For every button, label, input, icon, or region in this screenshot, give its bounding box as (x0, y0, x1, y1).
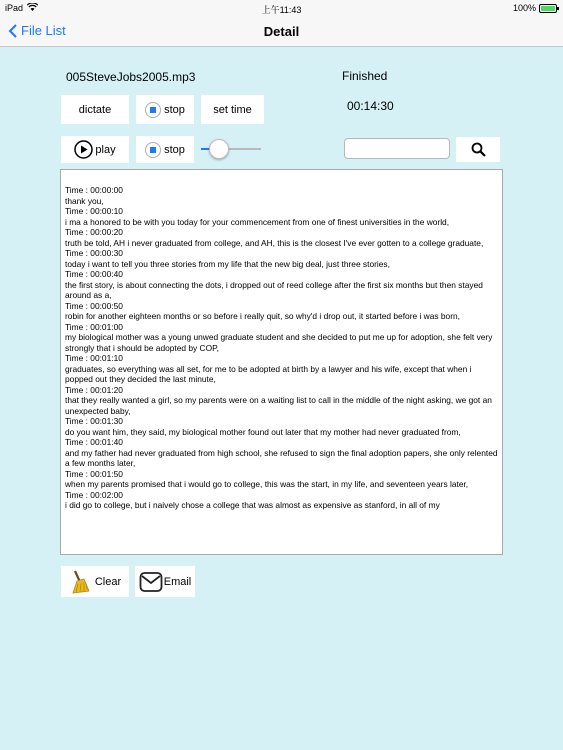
envelope-icon (139, 571, 163, 593)
search-icon (471, 142, 486, 157)
play-button-label: play (95, 143, 116, 156)
transcript-line: the first story, is about connecting the dots, i dropped out of reed college after the first six months but then stayed around as a, (65, 279, 483, 300)
transcript-line: i did go to college, but i naively chose a college that was almost as expensive as stanford, in all of my (65, 500, 440, 510)
transcript-line: Time : 00:01:10 (65, 353, 123, 363)
transcript-line: today i want to tell you three stories from my life that the new big deal, just three stories, (65, 258, 390, 269)
transcript-line: robin for another eighteen months or so before i really quit, so why'd i drop out, it started before i was born, (65, 311, 460, 321)
transcript-line: when my parents promised that i would go to college, this was the start, in my life, and seventeen years later, (65, 479, 469, 489)
transcript-line: truth be told, AH i never graduated from college, and AH, this is the closest I've ever gotten to a college graduate, (65, 237, 484, 248)
status-bar (0, 0, 563, 16)
device-name: iPad (5, 3, 24, 13)
transcript-line: Time : 00:01:30 (65, 416, 123, 426)
transcript-text-area[interactable] (60, 169, 503, 555)
transcript-line: and my father had never graduated from high school, she refused to sign the final adoption papers, she only relented a few months later, (65, 447, 498, 468)
transcript-line: i ma a honored to be with you today for your commencement from one of finest universities in the world, (65, 216, 450, 227)
email-button-label: Email (163, 575, 192, 588)
play-button[interactable] (61, 136, 129, 163)
transcript-line: Time : 00:00:10 (65, 206, 123, 216)
stop-play-button[interactable] (136, 136, 194, 163)
transcript-line: Time : 00:02:00 (65, 489, 123, 500)
battery-icon (539, 4, 557, 13)
stop-record-button[interactable] (136, 95, 194, 124)
transcript-line: Time : 00:01:20 (65, 384, 123, 395)
transcript-line: Time : 00:01:50 (65, 468, 123, 479)
search-button[interactable] (456, 137, 500, 162)
file-name: 005SteveJobs2005.mp3 (66, 70, 196, 84)
stop-icon (145, 102, 161, 118)
slider-thumb[interactable] (209, 139, 229, 159)
transcript-line: Time : 00:00:00 (65, 185, 123, 195)
transcription-status: Finished (342, 69, 388, 83)
transcript-line: Time : 00:00:40 (65, 269, 123, 279)
transcript-line: thank you, (65, 195, 104, 206)
search-input[interactable] (344, 138, 450, 159)
set-time-button-label: set time (213, 103, 252, 116)
transcript-line: that they really wanted a girl, so my parents were on a waiting list to call in the middle of the night asking, we got an unexpected baby, (65, 395, 492, 416)
dictate-button[interactable] (61, 95, 129, 124)
clear-button-label: Clear (94, 575, 122, 588)
transcript-line: Time : 00:00:30 (65, 248, 123, 258)
play-icon (74, 140, 93, 159)
transcript-line: graduates, so everything was all set, for me to be adopted at birth by a lawyer and his wife, except that when i popped out they decided the last minute, (65, 363, 472, 384)
status-time: 上午11:43 (261, 5, 302, 15)
transcript-line: Time : 00:01:00 (65, 321, 123, 332)
transcript-line: Time : 00:00:50 (65, 300, 123, 311)
navigation-bar (0, 16, 563, 47)
status-right (513, 3, 557, 13)
stop-record-button-label: stop (164, 103, 185, 116)
elapsed-time: 00:14:30 (347, 99, 394, 113)
set-time-button[interactable] (201, 95, 264, 124)
battery-percent: 100% (512, 3, 536, 13)
transcript-line: do you want him, they said, my biological mother found out later that my mother had never graduated from, (65, 426, 461, 437)
transcript-line: my biological mother was a young unwed graduate student and she decided to put me up for adoption, she felt very strongly that i should be adopted by COP, (65, 332, 493, 353)
email-button[interactable] (135, 566, 195, 597)
transcript-line: Time : 00:00:20 (65, 227, 123, 237)
stop-play-button-label: stop (164, 143, 185, 156)
transcript-line: Time : 00:01:40 (65, 437, 123, 447)
clear-button[interactable] (61, 566, 129, 597)
dictate-button-label: dictate (78, 103, 112, 116)
broom-icon (69, 570, 91, 594)
playback-slider[interactable] (201, 139, 261, 159)
page-title: Detail (263, 24, 300, 39)
stop-icon (145, 142, 161, 158)
back-button-label: File List (21, 23, 66, 38)
